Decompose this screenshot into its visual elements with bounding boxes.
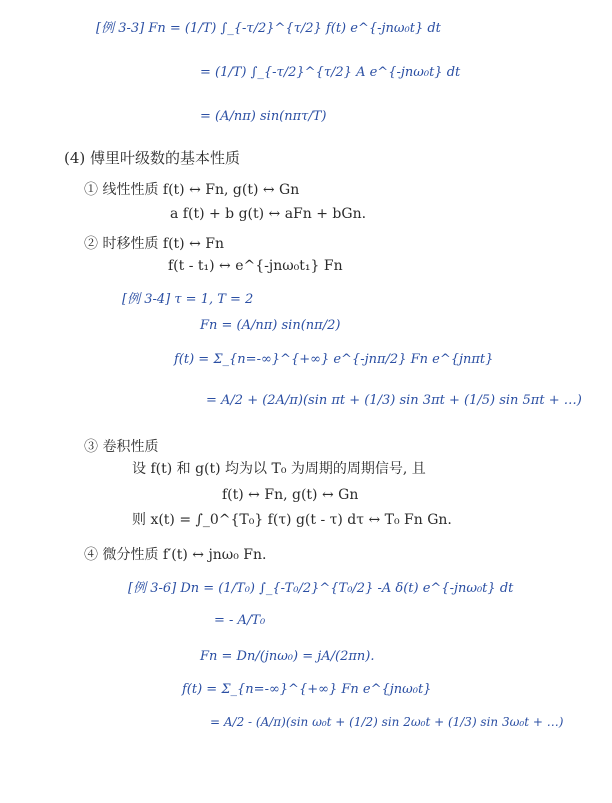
property-time-shift: ② 时移性质 f(t) ↔ Fn xyxy=(84,236,224,252)
example-3-3-result: = (A/nπ) sin(nπτ/T) xyxy=(200,109,327,124)
example-3-3-fn-integral: [例 3-3] Fn = (1/T) ∫_{-τ/2}^{τ/2} f(t) e^{-jnω₀t} dt xyxy=(96,21,441,36)
example-3-6-fn: Fn = Dn/(jnω₀) = jA/(2πn). xyxy=(200,649,375,664)
linearity-formula: a f(t) + b g(t) ↔ aFn + bGn. xyxy=(170,206,367,222)
time-shift-formula: f(t - t₁) ↔ e^{-jnω₀t₁} Fn xyxy=(168,258,343,274)
property-linearity: ① 线性性质 f(t) ↔ Fn, g(t) ↔ Gn xyxy=(84,182,300,198)
example-3-4-expansion: = A/2 + (2A/π)(sin πt + (1/3) sin 3πt + (1/5) sin 5πt + …) xyxy=(206,393,582,408)
convolution-result: 则 x(t) = ∫_0^{T₀} f(τ) g(t - τ) dτ ↔ T₀ Fn Gn. xyxy=(132,512,452,528)
example-3-4-series: f(t) = Σ_{n=-∞}^{+∞} e^{-jnπ/2} Fn e^{jnπt} xyxy=(174,352,494,367)
property-differentiation: ④ 微分性质 f′(t) ↔ jnω₀ Fn. xyxy=(84,547,267,563)
property-convolution: ③ 卷积性质 xyxy=(84,439,159,455)
example-3-6-dn-integral: [例 3-6] Dn = (1/T₀) ∫_{-T₀/2}^{T₀/2} -A δ(t) e^{-jnω₀t} dt xyxy=(128,581,514,596)
example-3-4-fn: Fn = (A/nπ) sin(nπ/2) xyxy=(200,318,341,333)
example-3-4-header: [例 3-4] τ = 1, T = 2 xyxy=(122,292,254,307)
example-3-6-dn-result: = - A/T₀ xyxy=(214,613,266,628)
example-3-3-step-2: = (1/T) ∫_{-τ/2}^{τ/2} A e^{-jnω₀t} dt xyxy=(200,65,461,80)
example-3-6-expansion: = A/2 - (A/π)(sin ω₀t + (1/2) sin 2ω₀t + (1/3) sin 3ω₀t + …) xyxy=(210,715,564,729)
convolution-pairs: f(t) ↔ Fn, g(t) ↔ Gn xyxy=(222,487,359,503)
convolution-condition: 设 f(t) 和 g(t) 均为以 T₀ 为周期的周期信号, 且 xyxy=(132,461,426,477)
section-4-heading: (4) 傅里叶级数的基本性质 xyxy=(64,149,241,167)
example-3-6-series: f(t) = Σ_{n=-∞}^{+∞} Fn e^{jnω₀t} xyxy=(182,682,432,697)
